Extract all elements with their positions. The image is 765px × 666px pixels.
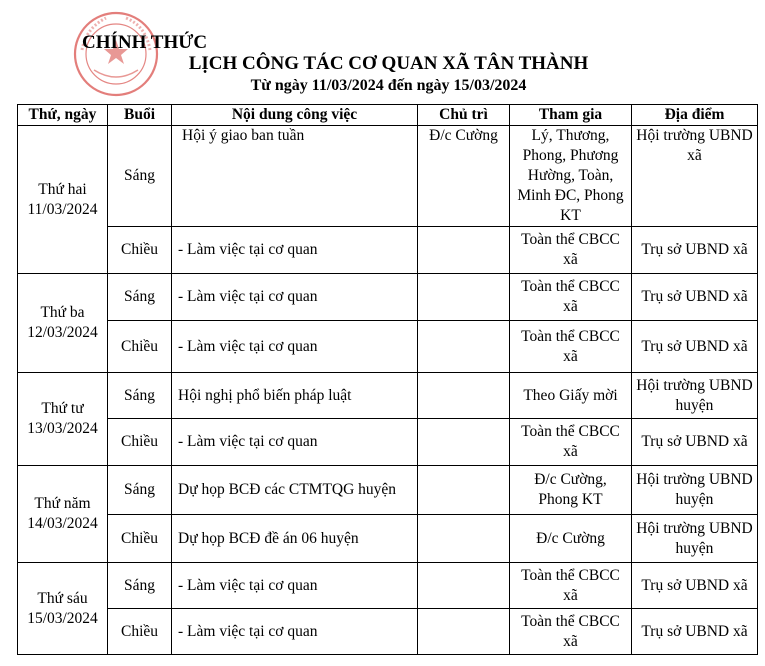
place-cell: Trụ sở UBND xã — [632, 321, 758, 373]
table-row — [18, 321, 758, 373]
place-cell: Trụ sở UBND xã — [632, 274, 758, 321]
day-cell — [18, 274, 108, 373]
schedule-table — [17, 104, 758, 655]
table-row — [18, 274, 758, 321]
page-subtitle: Từ ngày 11/03/2024 đến ngày 15/03/2024 — [250, 77, 527, 94]
day-cell — [18, 373, 108, 466]
participants-cell: Toàn thể CBCC xã — [510, 609, 632, 655]
host-cell — [418, 419, 510, 466]
host-cell — [418, 563, 510, 609]
table-row — [18, 126, 758, 227]
place-cell: Hội trường UBND xã — [632, 126, 758, 227]
participants-cell: Đ/c Cường — [510, 515, 632, 563]
day-date: 13/03/2024 — [27, 420, 98, 437]
participants-cell: Theo Giấy mời — [510, 373, 632, 419]
day-cell — [18, 466, 108, 563]
table-row — [18, 515, 758, 563]
table-header-row — [18, 105, 758, 126]
participants-cell: Toàn thể CBCC xã — [510, 563, 632, 609]
participants-cell: Toàn thể CBCC xã — [510, 419, 632, 466]
task-cell: - Làm việc tại cơ quan — [172, 563, 418, 609]
day-name: Thứ hai — [38, 180, 87, 198]
place-cell: Hội trường UBND huyện — [632, 515, 758, 563]
page-title: LỊCH CÔNG TÁC CƠ QUAN XÃ TÂN THÀNH — [188, 53, 589, 74]
col-header-participants: Tham gia — [510, 105, 632, 126]
task-cell: - Làm việc tại cơ quan — [172, 419, 418, 466]
col-header-day: Thứ, ngày — [18, 105, 108, 126]
table-row — [18, 466, 758, 515]
session-cell: Chiều — [108, 515, 172, 563]
session-cell: Sáng — [108, 274, 172, 321]
host-cell — [418, 466, 510, 515]
host-cell — [418, 321, 510, 373]
day-cell — [18, 126, 108, 274]
day-name: Thứ ba — [40, 304, 85, 321]
session-cell: Sáng — [108, 126, 172, 227]
host-cell — [418, 373, 510, 419]
col-header-place: Địa điểm — [632, 105, 758, 126]
place-cell: Trụ sở UBND xã — [632, 609, 758, 655]
place-cell: Hội trường UBND huyện — [632, 466, 758, 515]
official-label: CHÍNH THỨC — [82, 32, 208, 53]
host-cell: Đ/c Cường — [418, 126, 510, 227]
session-cell: Chiều — [108, 609, 172, 655]
participants-cell: Lý, Thương, Phong, Phương Hường, Toàn, Minh ĐC, Phong KT — [510, 126, 632, 227]
task-cell: - Làm việc tại cơ quan — [172, 274, 418, 321]
task-cell: - Làm việc tại cơ quan — [172, 321, 418, 373]
day-name: Thứ tư — [41, 400, 84, 417]
col-header-session: Buổi — [108, 105, 172, 126]
participants-cell: Đ/c Cường, Phong KT — [510, 466, 632, 515]
task-cell: Dự họp BCĐ các CTMTQG huyện — [172, 466, 418, 515]
task-cell: Dự họp BCĐ đề án 06 huyện — [172, 515, 418, 563]
place-cell: Hội trường UBND huyện — [632, 373, 758, 419]
host-cell — [418, 609, 510, 655]
task-cell: - Làm việc tại cơ quan — [172, 227, 418, 274]
day-date: 14/03/2024 — [27, 515, 98, 532]
participants-cell: Toàn thể CBCC xã — [510, 274, 632, 321]
host-cell — [418, 515, 510, 563]
day-name: Thứ sáu — [37, 589, 88, 607]
session-cell: Chiều — [108, 419, 172, 466]
place-cell: Trụ sở UBND xã — [632, 563, 758, 609]
task-cell: Hội nghị phổ biến pháp luật — [172, 373, 418, 419]
task-cell: - Làm việc tại cơ quan — [172, 609, 418, 655]
table-row — [18, 563, 758, 609]
table-row — [18, 609, 758, 655]
session-cell: Sáng — [108, 563, 172, 609]
day-cell — [18, 563, 108, 655]
participants-cell: Toàn thể CBCC xã — [510, 227, 632, 274]
col-header-task: Nội dung công việc — [172, 105, 418, 126]
day-date: 12/03/2024 — [27, 324, 98, 341]
col-header-host: Chủ trì — [418, 105, 510, 126]
table-row — [18, 419, 758, 466]
day-name: Thứ năm — [34, 495, 91, 512]
participants-cell: Toàn thể CBCC xã — [510, 321, 632, 373]
day-date: 11/03/2024 — [27, 200, 98, 218]
place-cell: Trụ sở UBND xã — [632, 419, 758, 466]
table-row — [18, 373, 758, 419]
session-cell: Chiều — [108, 321, 172, 373]
task-cell: Hội ý giao ban tuần — [172, 126, 418, 227]
session-cell: Sáng — [108, 466, 172, 515]
host-cell — [418, 274, 510, 321]
session-cell: Chiều — [108, 227, 172, 274]
session-cell: Sáng — [108, 373, 172, 419]
table-row — [18, 227, 758, 274]
day-date: 15/03/2024 — [27, 609, 98, 627]
place-cell: Trụ sở UBND xã — [632, 227, 758, 274]
host-cell — [418, 227, 510, 274]
